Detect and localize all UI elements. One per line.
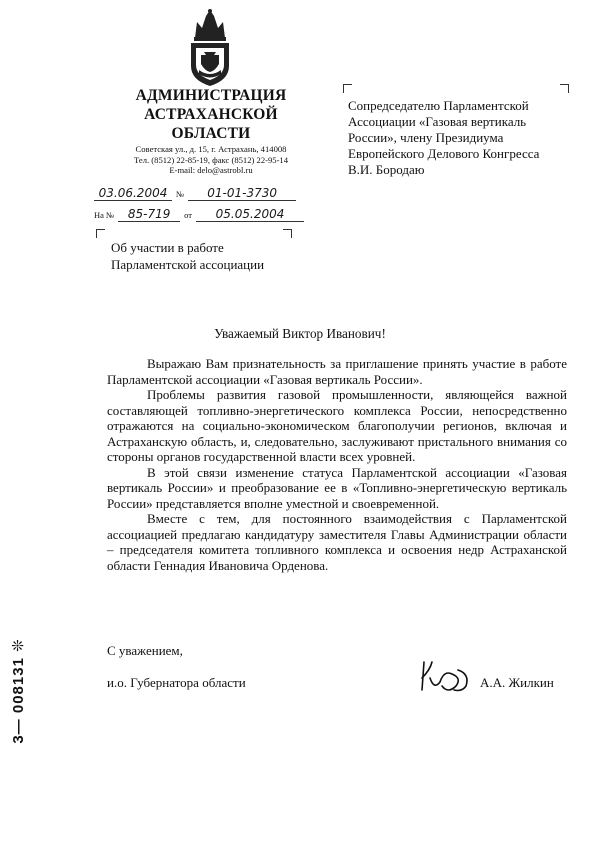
organization-name (115, 86, 307, 143)
side-serial-number (0, 612, 36, 782)
body-paragraph: В этой связи изменение статуса Парламентской ассоциации «Газовая вертикаль России» и преобразование ее в «Топливно-энергетическую вертикаль России» представляется вполне уместной и своевременной. (107, 464, 567, 511)
org-phones: Тел. (8512) 22-85-19, факс (8512) 22-95-14 (133, 154, 289, 165)
subject-line: Об участии в работе (111, 240, 224, 255)
subject-line: Парламентской ассоциации (111, 257, 265, 272)
serial-number-text: 3— 008131 ❊ (10, 638, 27, 744)
addressee-line: Европейского Делового Конгресса (348, 146, 540, 161)
signer-name: А.А. Жилкин (480, 675, 554, 690)
signer-position: и.о. Губернатора области (107, 675, 246, 690)
addressee-corner-mark (560, 84, 569, 93)
addressee-line: Ассоциации «Газовая вертикаль (348, 114, 527, 129)
coat-of-arms-icon (187, 8, 233, 88)
body-paragraph: Проблемы развития газовой промышленности, являющейся важной составляющей топливно-энергетического комплекса России, непосредственно отражаются на социально-экономическом благополучии регионов, включая и Астраханскую область, и, следовательно, заслуживают пристального внимания со стороны органов государственной власти всех уровней. (107, 387, 567, 464)
org-email: E-mail: delo@astrobl.ru (169, 165, 253, 175)
addressee-block (348, 98, 573, 178)
number-label: № (176, 189, 185, 199)
addressee-corner-mark (343, 84, 352, 93)
org-address: Советская ул., д. 15, г. Астрахань, 414008 (135, 144, 287, 154)
addressee-line: Сопредседателю Парламентской (348, 98, 529, 113)
closing-phrase: С уважением, (107, 643, 183, 658)
body-paragraph: Вместе с тем, для постоянного взаимодействия с Парламентской ассоциацией предлагаю кандидатуру заместителя Главы Администрации области – председателя комитета топливного комплекса и освоения недр Астраханской области Геннадия Ивановича Орденова. (107, 511, 567, 573)
reference-from-label: от (184, 210, 193, 220)
letter-subject (111, 239, 264, 273)
salutation: Уважаемый Виктор Иванович! (214, 326, 386, 341)
reference-label: На № (94, 210, 115, 220)
reference-registration (94, 205, 304, 221)
addressee-line: В.И. Бородаю (348, 162, 425, 177)
addressee-line: России», члену Президиума (348, 130, 504, 145)
outgoing-date: 03.06.2004 (94, 186, 172, 201)
org-contacts (100, 144, 322, 176)
org-name-line: АСТРАХАНСКОЙ (144, 106, 278, 123)
subject-corner-mark (96, 229, 105, 238)
org-name-line: ОБЛАСТИ (171, 125, 251, 142)
reference-number: 85-719 (118, 207, 180, 222)
org-name-line: АДМИНИСТРАЦИЯ (135, 87, 287, 104)
outgoing-registration (94, 184, 304, 200)
handwritten-signature (418, 656, 474, 696)
body-paragraph: Выражаю Вам признательность за приглашение принять участие в работе Парламентской ассоциации «Газовая вертикаль России». (107, 356, 567, 387)
letter-body (107, 356, 567, 573)
reference-date: 05.05.2004 (196, 207, 304, 222)
subject-corner-mark (283, 229, 292, 238)
outgoing-number: 01-01-3730 (188, 186, 296, 201)
